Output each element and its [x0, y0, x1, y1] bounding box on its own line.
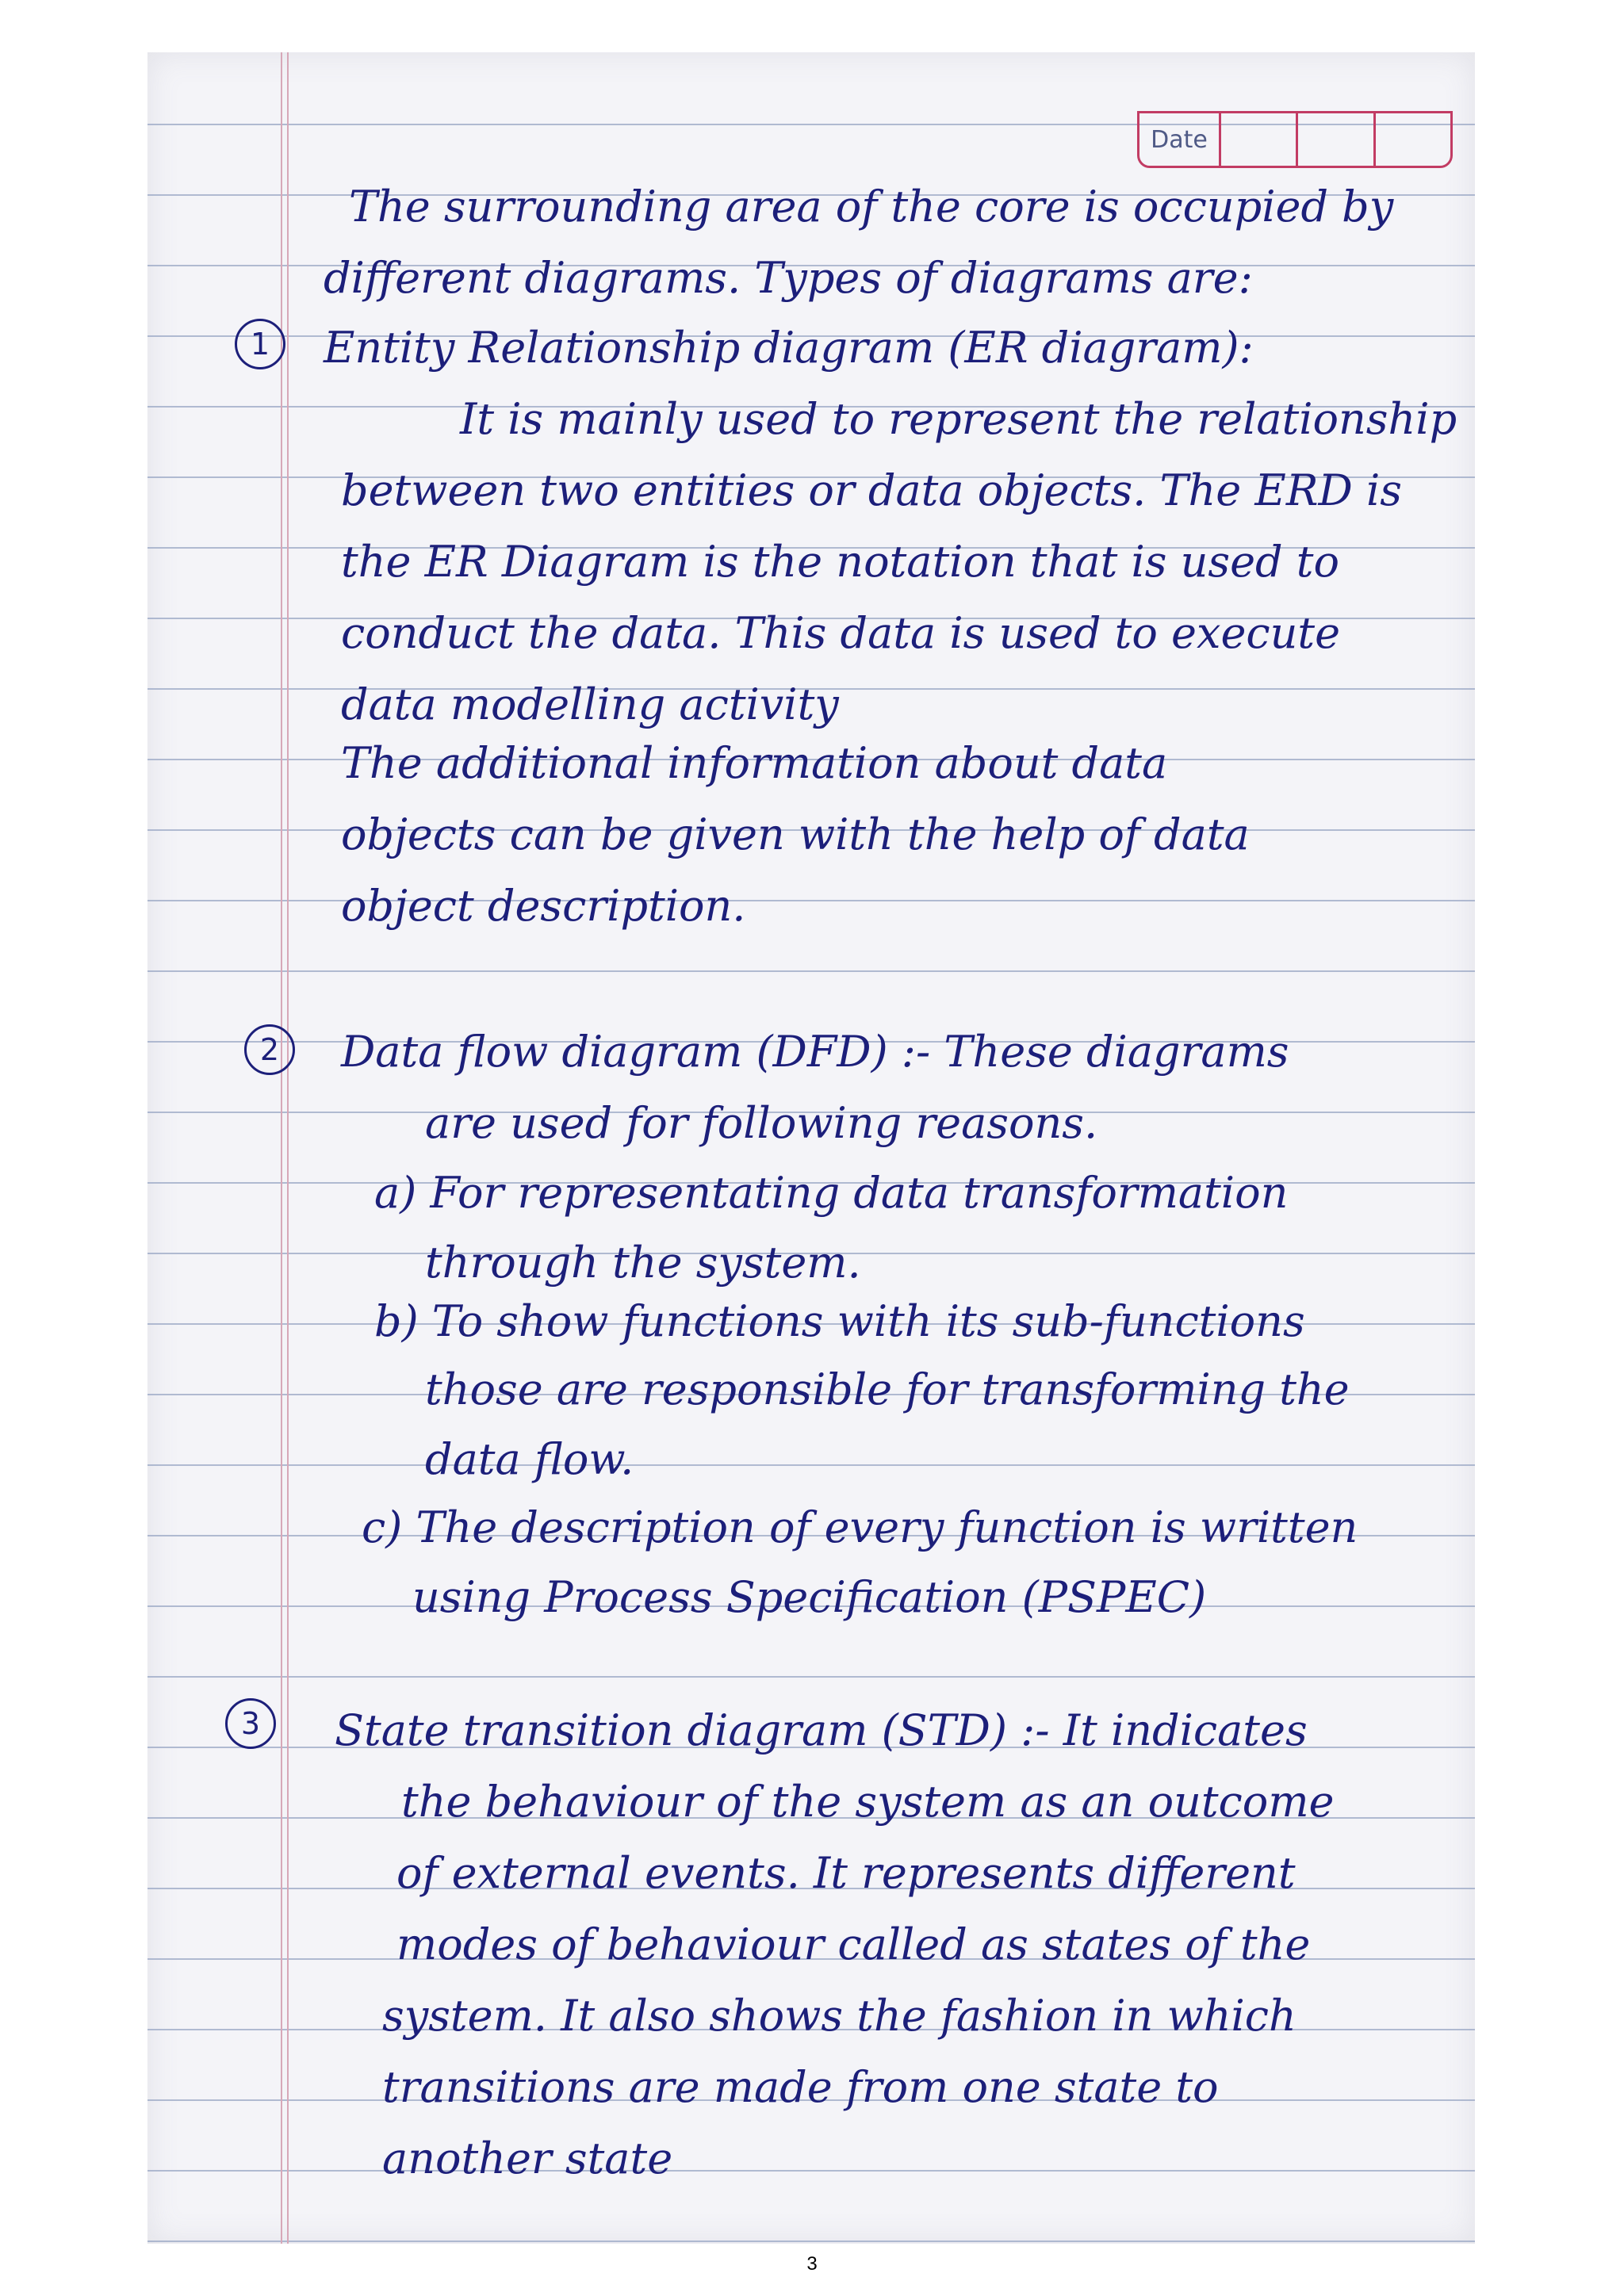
- section-number: 2: [244, 1024, 295, 1075]
- rule-line: [147, 1464, 1475, 1466]
- body-line: are used for following reasons.: [425, 1098, 1098, 1148]
- margin-line-inner: [287, 52, 289, 2244]
- date-cell: [1373, 113, 1450, 166]
- intro-line: The surrounding area of the core is occupied by: [349, 182, 1394, 232]
- notebook-page: [147, 52, 1475, 2244]
- body-line: data flow.: [425, 1434, 634, 1484]
- body-line: objects can be given with the help of data: [341, 809, 1250, 859]
- rule-line: [147, 2170, 1475, 2172]
- body-line: The additional information about data: [341, 738, 1168, 788]
- list-item: a) For representating data transformation: [374, 1168, 1289, 1218]
- body-line: using Process Specification (PSPEC): [412, 1572, 1207, 1622]
- intro-line: different diagrams. Types of diagrams are:: [324, 253, 1253, 303]
- section-number: 3: [225, 1698, 276, 1749]
- body-line: It is mainly used to represent the relationship: [460, 394, 1457, 444]
- body-line: those are responsible for transforming the: [425, 1364, 1350, 1414]
- body-line: object description.: [341, 881, 746, 931]
- margin-line: [281, 52, 282, 2244]
- date-cell: [1219, 113, 1296, 166]
- body-line: data modelling activity: [341, 679, 839, 729]
- section-number: 1: [235, 319, 285, 369]
- page-number: 3: [806, 2253, 818, 2275]
- date-box: [1137, 111, 1453, 168]
- section-heading: Entity Relationship diagram (ER diagram):: [324, 323, 1254, 373]
- body-line: the behaviour of the system as an outcome: [401, 1777, 1335, 1827]
- list-item: b) To show functions with its sub-functions: [374, 1296, 1305, 1346]
- body-line: of external events. It represents different: [396, 1848, 1296, 1898]
- body-line: another state: [382, 2133, 673, 2183]
- body-line: the ER Diagram is the notation that is used to: [341, 537, 1339, 587]
- rule-line: [147, 1676, 1475, 1678]
- rule-line: [147, 2241, 1475, 2242]
- body-line: transitions are made from one state to: [382, 2062, 1219, 2112]
- section-heading: Data flow diagram (DFD) :- These diagrams: [341, 1027, 1289, 1077]
- body-line: system. It also shows the fashion in which: [382, 1991, 1297, 2041]
- body-line: conduct the data. This data is used to execute: [341, 608, 1341, 658]
- list-item: c) The description of every function is written: [362, 1502, 1358, 1552]
- body-line: modes of behaviour called as states of the: [396, 1919, 1311, 1969]
- date-cell: [1296, 113, 1373, 166]
- section-heading: State transition diagram (STD) :- It indicates: [335, 1705, 1308, 1755]
- body-line: through the system.: [425, 1238, 861, 1288]
- date-label: Date: [1151, 125, 1208, 154]
- body-line: between two entities or data objects. The ERD is: [341, 465, 1402, 515]
- rule-line: [147, 970, 1475, 972]
